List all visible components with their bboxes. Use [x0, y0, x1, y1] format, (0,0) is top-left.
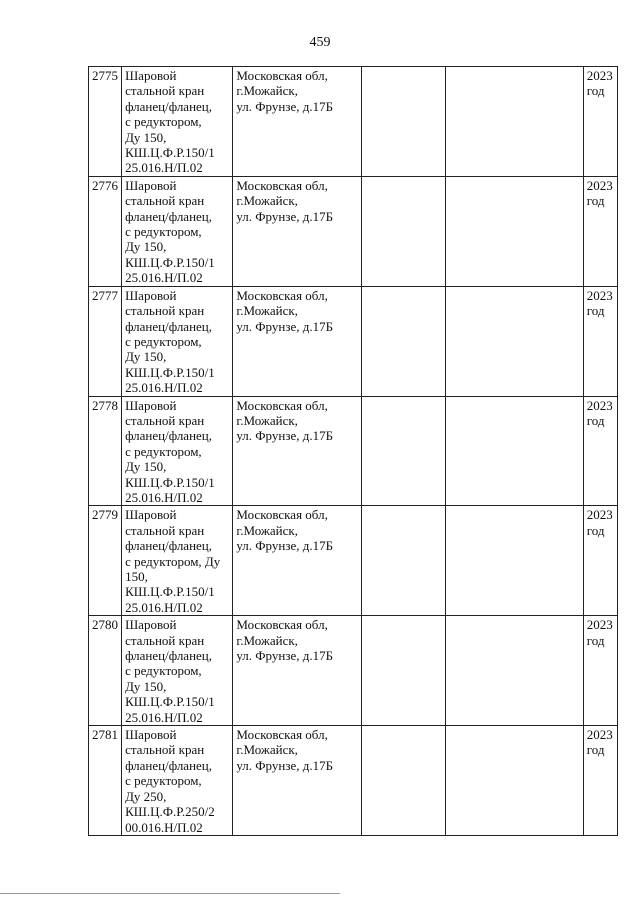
address-cell	[233, 616, 362, 726]
address-line: ул. Фрунзе, д.17Б	[236, 757, 334, 773]
year-line: 2023	[586, 397, 613, 413]
item-name-line: с редуктором,	[125, 114, 202, 130]
address-line: Московская обл,	[236, 287, 328, 303]
item-name-line: с редуктором, Ду	[125, 553, 221, 569]
address-line: г.Можайск,	[236, 632, 298, 648]
address-line: ул. Фрунзе, д.17Б	[236, 318, 334, 334]
page-number: 459	[309, 35, 331, 50]
year-line: 2023	[586, 68, 613, 83]
item-name-cell	[122, 506, 233, 616]
item-name-line: 25.016.Н/П.02	[125, 160, 203, 176]
item-name-line: стальной кран	[125, 193, 205, 209]
address-line: Московская обл,	[236, 177, 328, 193]
year-cell	[583, 396, 617, 506]
item-name-line: фланец/фланец,	[125, 98, 213, 114]
item-name-cell	[122, 176, 233, 286]
item-name-line: 00.016.Н/П.02	[125, 819, 203, 835]
item-name-line: фланец/фланец,	[125, 538, 213, 554]
year-line: 2023	[586, 507, 613, 523]
item-name-cell	[122, 726, 233, 836]
address-line: г.Можайск,	[236, 303, 298, 319]
row-number-cell	[89, 396, 122, 506]
table-row	[89, 286, 618, 396]
empty-cell	[362, 506, 446, 616]
year-cell	[583, 67, 617, 177]
row-number: 2780	[92, 617, 118, 633]
address-line: ул. Фрунзе, д.17Б	[236, 98, 334, 114]
address-cell	[233, 726, 362, 836]
item-name-line: КШ.Ц.Ф.Р.150/1	[125, 584, 215, 600]
empty-cell	[362, 616, 446, 726]
address-line: г.Можайск,	[236, 193, 298, 209]
year-cell	[583, 726, 617, 836]
empty-cell	[446, 67, 584, 177]
year-line: 2023	[586, 287, 613, 303]
year-line: год	[586, 303, 605, 319]
item-name-line: с редуктором,	[125, 333, 202, 349]
empty-cell	[362, 67, 446, 177]
address-line: ул. Фрунзе, д.17Б	[236, 648, 334, 664]
item-name-line: 25.016.Н/П.02	[125, 709, 203, 725]
item-name-line: Шаровой	[125, 507, 177, 523]
item-name-line: 150,	[125, 569, 148, 584]
item-name-line: с редуктором,	[125, 443, 202, 459]
empty-cell	[446, 616, 584, 726]
table-row	[89, 506, 618, 616]
year-line: 2023	[586, 617, 613, 633]
item-name-line: КШ.Ц.Ф.Р.150/1	[125, 145, 215, 161]
year-line: год	[586, 412, 605, 428]
item-name-line: Ду 150,	[125, 459, 167, 475]
address-cell	[233, 176, 362, 286]
year-line: год	[586, 522, 605, 538]
year-line: 2023	[586, 177, 613, 193]
item-name-line: Шаровой	[125, 727, 177, 743]
item-name-line: фланец/фланец,	[125, 208, 213, 224]
table-row	[89, 726, 618, 836]
item-name-line: стальной кран	[125, 742, 205, 758]
item-name-line: фланец/фланец,	[125, 428, 213, 444]
row-number-cell	[89, 726, 122, 836]
year-line: год	[586, 742, 605, 758]
address-line: Московская обл,	[236, 617, 328, 633]
scan-edge-line	[0, 893, 340, 894]
table-row	[89, 67, 618, 177]
item-name-line: стальной кран	[125, 83, 205, 99]
item-name-line: Ду 150,	[125, 349, 167, 365]
row-number: 2781	[92, 727, 118, 743]
item-name-line: Ду 150,	[125, 678, 167, 694]
year-cell	[583, 506, 617, 616]
address-line: г.Можайск,	[236, 522, 298, 538]
address-line: ул. Фрунзе, д.17Б	[236, 538, 334, 554]
row-number: 2777	[92, 287, 118, 303]
item-name-line: стальной кран	[125, 412, 205, 428]
item-name-line: КШ.Ц.Ф.Р.150/1	[125, 364, 215, 380]
address-line: ул. Фрунзе, д.17Б	[236, 208, 334, 224]
item-name-line: фланец/фланец,	[125, 318, 213, 334]
empty-cell	[362, 396, 446, 506]
item-name-cell	[122, 616, 233, 726]
empty-cell	[446, 726, 584, 836]
item-name-line: 25.016.Н/П.02	[125, 489, 203, 505]
year-line: 2023	[586, 727, 613, 743]
address-line: г.Можайск,	[236, 742, 298, 758]
item-name-cell	[122, 67, 233, 177]
row-number: 2779	[92, 507, 118, 523]
item-name-line: Шаровой	[125, 177, 177, 193]
table-row	[89, 176, 618, 286]
item-name-line: Ду 250,	[125, 788, 167, 804]
year-cell	[583, 286, 617, 396]
item-name-line: КШ.Ц.Ф.Р.150/1	[125, 254, 215, 270]
address-line: Московская обл,	[236, 727, 328, 743]
empty-cell	[446, 506, 584, 616]
item-name-line: Шаровой	[125, 397, 177, 413]
address-line: ул. Фрунзе, д.17Б	[236, 428, 334, 444]
row-number: 2775	[92, 68, 118, 83]
item-name-line: стальной кран	[125, 632, 205, 648]
row-number-cell	[89, 67, 122, 177]
row-number-cell	[89, 506, 122, 616]
table-row	[89, 396, 618, 506]
empty-cell	[446, 396, 584, 506]
row-number: 2778	[92, 397, 118, 413]
item-name-line: с редуктором,	[125, 663, 202, 679]
address-cell	[233, 396, 362, 506]
item-name-line: стальной кран	[125, 522, 205, 538]
item-name-line: с редуктором,	[125, 224, 202, 240]
year-cell	[583, 176, 617, 286]
item-name-line: Шаровой	[125, 287, 177, 303]
address-line: Московская обл,	[236, 507, 328, 523]
address-line: Московская обл,	[236, 68, 328, 83]
empty-cell	[362, 726, 446, 836]
address-line: г.Можайск,	[236, 412, 298, 428]
address-cell	[233, 506, 362, 616]
item-name-line: 25.016.Н/П.02	[125, 270, 203, 286]
address-cell	[233, 286, 362, 396]
year-cell	[583, 616, 617, 726]
empty-cell	[362, 176, 446, 286]
item-name-line: фланец/фланец,	[125, 648, 213, 664]
registry-table	[88, 66, 618, 836]
address-line: Московская обл,	[236, 397, 328, 413]
item-name-line: КШ.Ц.Ф.Р.150/1	[125, 694, 215, 710]
empty-cell	[446, 286, 584, 396]
item-name-line: Шаровой	[125, 68, 177, 83]
year-line: год	[586, 83, 605, 99]
row-number-cell	[89, 616, 122, 726]
item-name-line: фланец/фланец,	[125, 757, 213, 773]
item-name-line: КШ.Ц.Ф.Р.150/1	[125, 474, 215, 490]
item-name-line: 25.016.Н/П.02	[125, 599, 203, 615]
item-name-line: стальной кран	[125, 303, 205, 319]
item-name-line: Ду 150,	[125, 239, 167, 255]
row-number: 2776	[92, 177, 118, 193]
item-name-line: Шаровой	[125, 617, 177, 633]
address-line: г.Можайск,	[236, 83, 298, 99]
year-line: год	[586, 193, 605, 209]
item-name-line: КШ.Ц.Ф.Р.250/2	[125, 804, 215, 820]
address-cell	[233, 67, 362, 177]
year-line: год	[586, 632, 605, 648]
item-name-line: с редуктором,	[125, 773, 202, 789]
item-name-cell	[122, 396, 233, 506]
table-row	[89, 616, 618, 726]
empty-cell	[446, 176, 584, 286]
empty-cell	[362, 286, 446, 396]
row-number-cell	[89, 286, 122, 396]
item-name-cell	[122, 286, 233, 396]
item-name-line: Ду 150,	[125, 129, 167, 145]
registry-table-body	[89, 67, 618, 836]
row-number-cell	[89, 176, 122, 286]
item-name-line: 25.016.Н/П.02	[125, 380, 203, 396]
